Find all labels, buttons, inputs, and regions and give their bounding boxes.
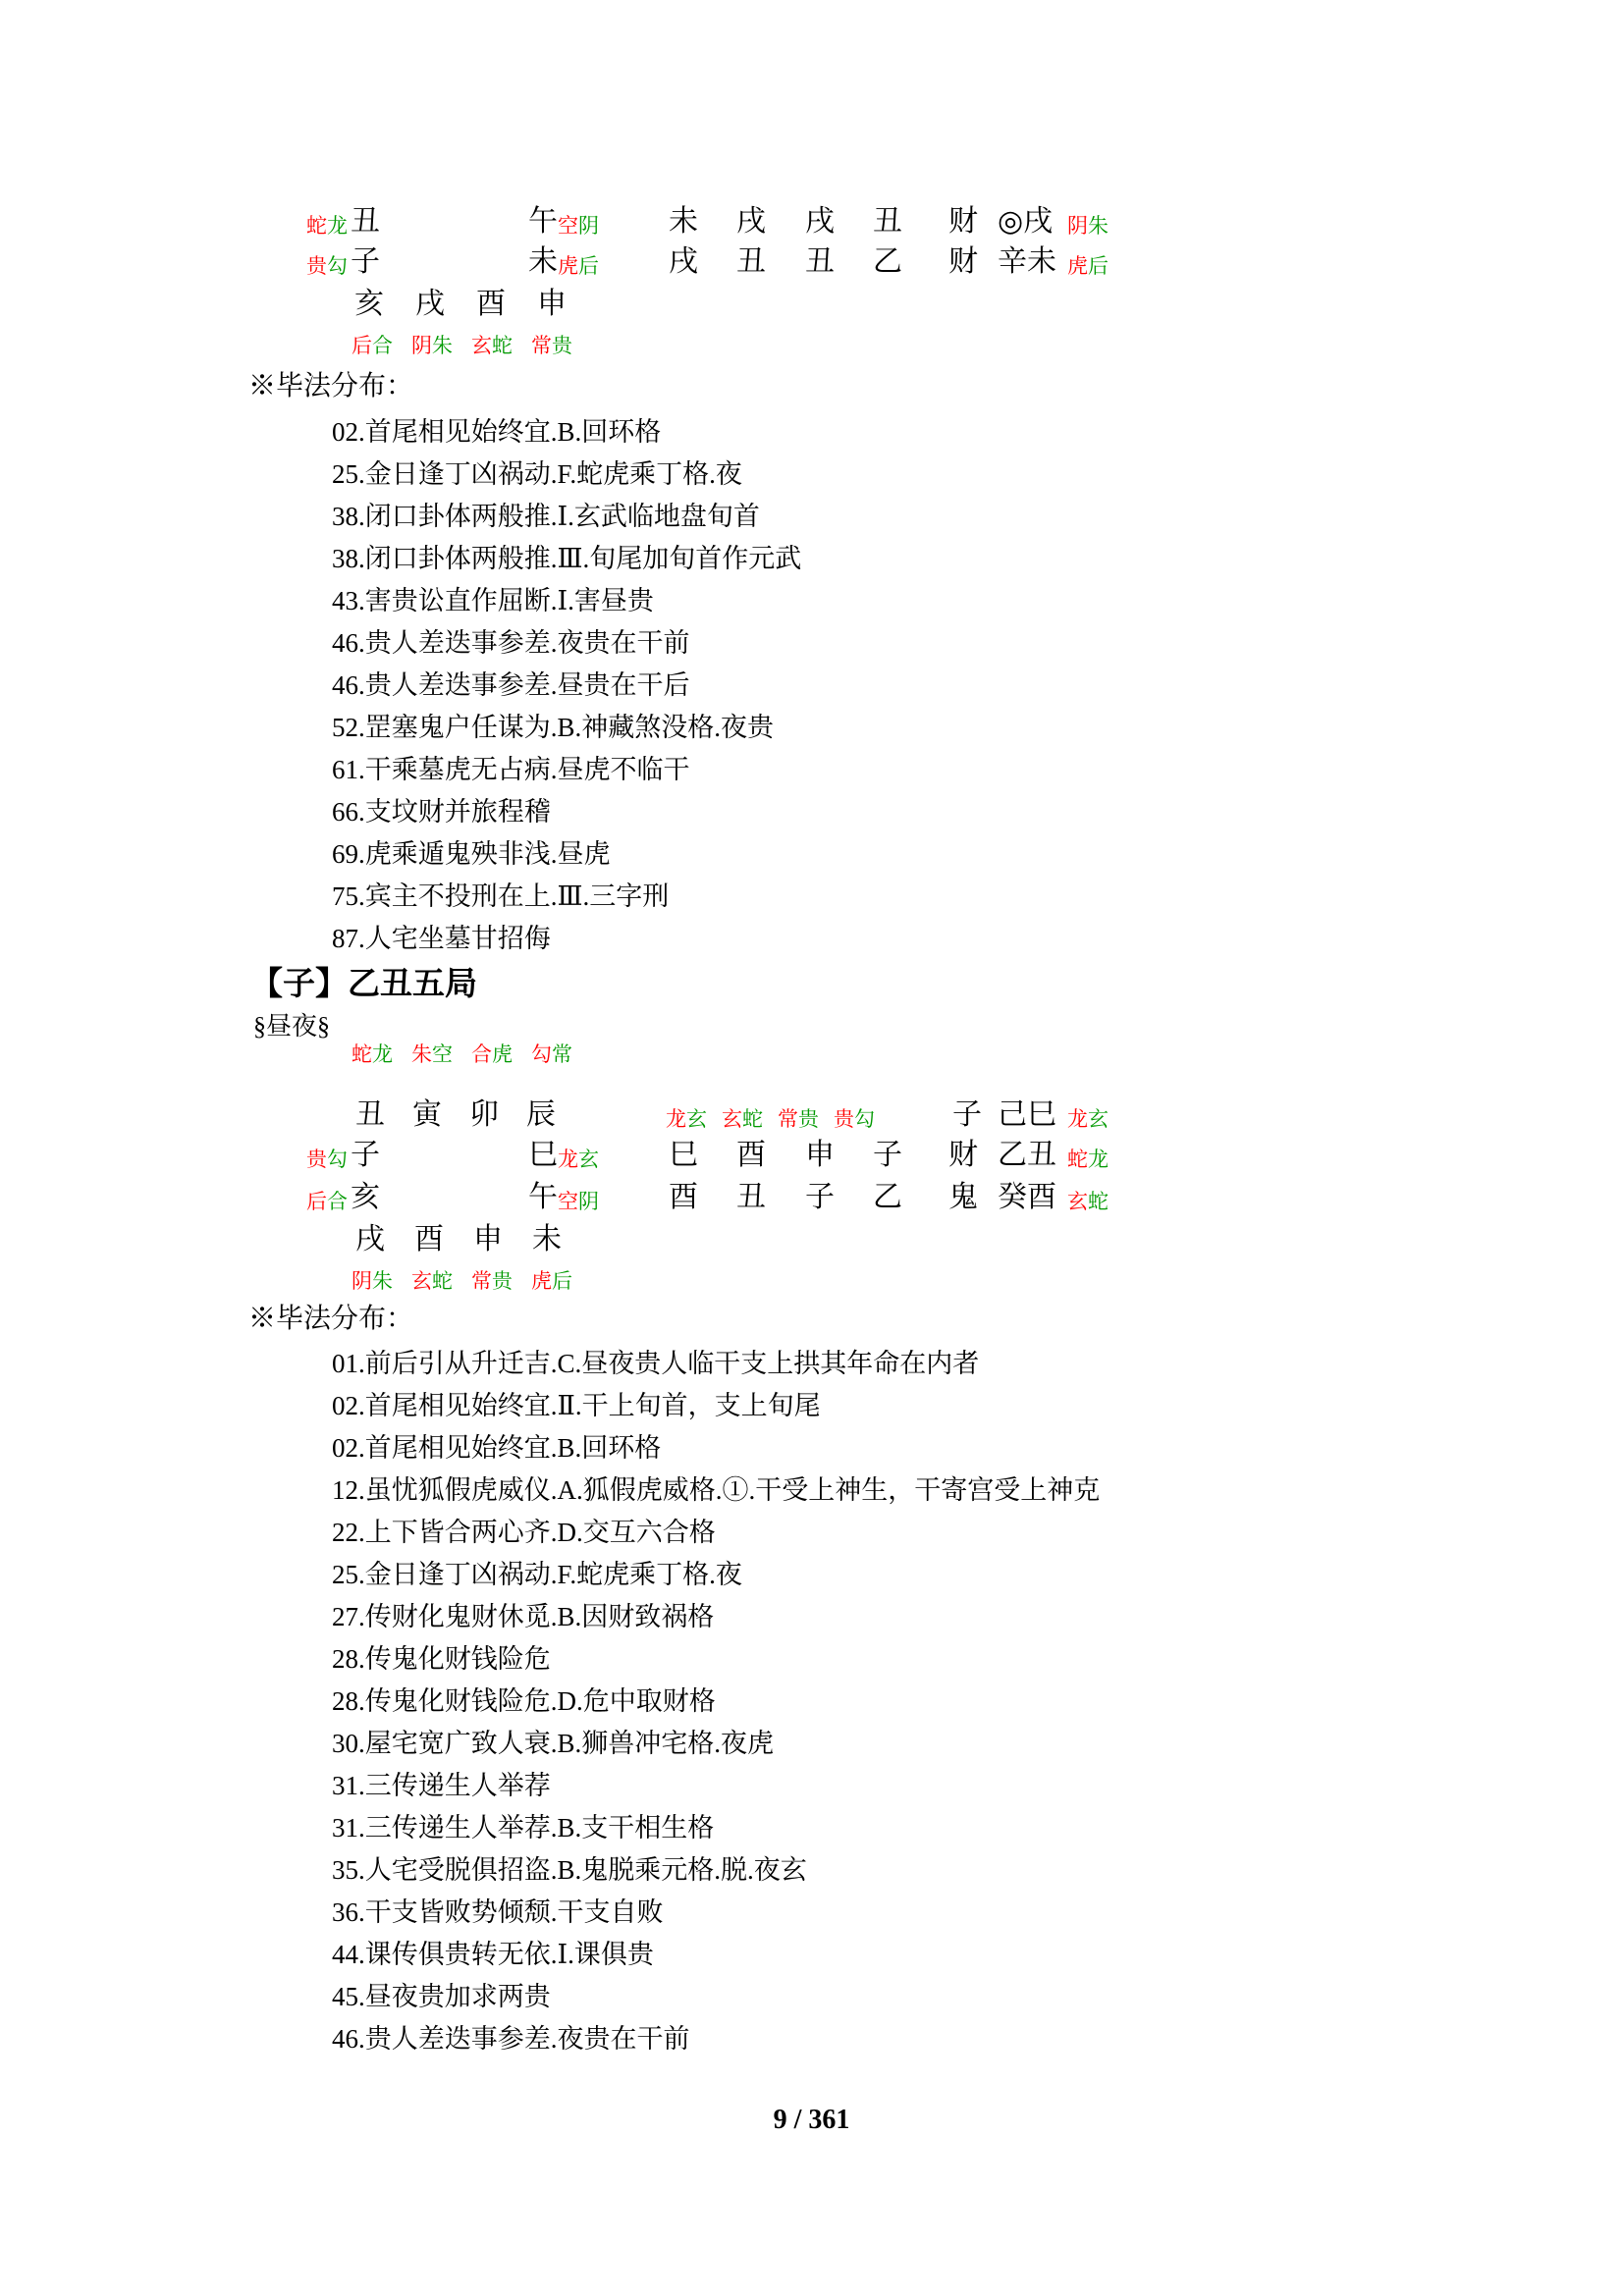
branch-char: 子 xyxy=(351,245,380,278)
branch-char: 丑 xyxy=(805,245,835,278)
general-night: 勾 xyxy=(327,1148,348,1171)
bifa-item: 02.首尾相见始终宜.B.回环格 xyxy=(332,417,662,447)
branch-char: 丑 xyxy=(351,205,380,238)
general-day: 玄 xyxy=(722,1107,742,1131)
general-day: 常 xyxy=(531,334,552,357)
general-day: 阴 xyxy=(1067,214,1088,238)
general-night: 合 xyxy=(327,1190,348,1213)
general-night: 合 xyxy=(372,334,393,357)
general-pair xyxy=(558,1147,599,1172)
branch-char: 申 xyxy=(537,288,567,320)
bifa-item: 45.昼夜贵加求两贵 xyxy=(332,1982,551,2011)
general-night: 阴 xyxy=(578,1190,599,1213)
bifa-item: 28.传鬼化财钱险危.D.危中取财格 xyxy=(332,1686,716,1716)
general-pair xyxy=(306,213,348,239)
general-day: 常 xyxy=(778,1107,798,1131)
general-day: 常 xyxy=(471,1269,492,1293)
general-day: 虎 xyxy=(531,1269,552,1293)
general-pair xyxy=(558,1189,599,1214)
bifa-title: ※毕法分布： xyxy=(248,1304,414,1334)
general-pair xyxy=(411,1041,453,1067)
bifa-item: 52.罡塞鬼户任谋为.B.神藏煞没格.夜贵 xyxy=(332,713,775,742)
general-pair xyxy=(531,1041,572,1067)
bifa-item: 38.闭口卦体两般推.Ⅲ.旬尾加旬首作元武 xyxy=(332,544,802,573)
general-night: 玄 xyxy=(1088,1107,1109,1131)
general-day: 蛇 xyxy=(352,1042,372,1066)
branch-char: 子 xyxy=(805,1181,835,1213)
relation-label: 鬼 xyxy=(948,1181,978,1213)
general-day: 合 xyxy=(471,1042,492,1066)
general-pair xyxy=(1067,213,1109,239)
general-night: 龙 xyxy=(372,1042,393,1066)
general-day: 虎 xyxy=(1067,254,1088,278)
general-pair xyxy=(778,1106,819,1132)
bifa-item: 35.人宅受脱俱招盗.B.鬼脱乘元格.脱.夜玄 xyxy=(332,1855,807,1885)
general-night: 蛇 xyxy=(1088,1190,1109,1213)
stem-branch-pair: 乙丑 xyxy=(998,1139,1056,1171)
general-day: 阴 xyxy=(352,1269,372,1293)
bifa-item: 75.宾主不投刑在上.Ⅲ.三字刑 xyxy=(332,881,670,911)
general-night: 蛇 xyxy=(432,1269,453,1293)
bifa-item: 69.虎乘遁鬼殃非浅.昼虎 xyxy=(332,839,611,869)
general-night: 玄 xyxy=(578,1148,599,1171)
general-night: 贵 xyxy=(798,1107,819,1131)
general-pair xyxy=(471,1268,513,1294)
branch-char: 戌 xyxy=(415,288,445,320)
branch-char: 巳 xyxy=(528,1139,558,1171)
bifa-item: 43.害贵讼直作屈断.Ⅰ.害昼贵 xyxy=(332,586,654,615)
general-pair xyxy=(411,333,453,358)
general-night: 玄 xyxy=(686,1107,707,1131)
general-night: 蛇 xyxy=(492,334,513,357)
branch-char: 丑 xyxy=(736,1181,766,1213)
branch-char: 午 xyxy=(528,1181,558,1213)
branch-char: 酉 xyxy=(736,1139,766,1171)
branch-char: 酉 xyxy=(669,1181,698,1213)
branch-char: 子 xyxy=(873,1139,902,1171)
general-pair xyxy=(411,1268,453,1294)
general-night: 后 xyxy=(578,254,599,278)
general-day: 龙 xyxy=(666,1107,686,1131)
branch-char: 戌 xyxy=(669,245,698,278)
general-night: 贵 xyxy=(552,334,572,357)
general-pair xyxy=(531,333,572,358)
general-day: 蛇 xyxy=(306,214,327,238)
general-day: 玄 xyxy=(1067,1190,1088,1213)
bifa-item: 31.三传递生人举荐.B.支干相生格 xyxy=(332,1813,715,1842)
bifa-item: 66.支坟财并旅程稽 xyxy=(332,797,551,827)
general-pair xyxy=(1067,1106,1109,1132)
branch-char: 午 xyxy=(528,205,558,238)
branch-char: 戌 xyxy=(736,205,766,238)
general-day: 后 xyxy=(352,334,372,357)
general-night: 朱 xyxy=(432,334,453,357)
bifa-item: 38.闭口卦体两般推.Ⅰ.玄武临地盘旬首 xyxy=(332,502,760,531)
bifa-item: 02.首尾相见始终宜.Ⅱ.干上旬首，支上旬尾 xyxy=(332,1391,821,1420)
relation-label: 财 xyxy=(948,205,978,238)
bifa-item: 30.屋宅宽广致人衰.B.狮兽冲宅格.夜虎 xyxy=(332,1729,775,1758)
relation-label: 财 xyxy=(948,1139,978,1171)
bifa-list xyxy=(332,411,801,960)
bifa-item: 12.虽忧狐假虎威仪.A.狐假虎威格.①.干受上神生，干寄宫受上神克 xyxy=(332,1475,1101,1505)
general-day: 后 xyxy=(306,1190,327,1213)
general-night: 蛇 xyxy=(742,1107,763,1131)
general-pair xyxy=(471,1041,513,1067)
general-day: 虎 xyxy=(558,254,578,278)
general-day: 贵 xyxy=(306,254,327,278)
bifa-item: 25.金日逢丁凶祸动.F.蛇虎乘丁格.夜 xyxy=(332,1560,742,1589)
bifa-item: 87.人宅坐墓甘招侮 xyxy=(332,924,551,953)
general-night: 虎 xyxy=(492,1042,513,1066)
relation-label: 财 xyxy=(948,245,978,278)
bifa-item: 02.首尾相见始终宜.B.回环格 xyxy=(332,1433,662,1463)
general-pair xyxy=(558,253,599,279)
general-pair xyxy=(722,1106,763,1132)
general-day: 空 xyxy=(558,1190,578,1213)
daynight-subheader: §昼夜§ xyxy=(253,1012,331,1041)
branch-char: 丑 xyxy=(736,245,766,278)
branch-char: 子 xyxy=(952,1098,982,1131)
general-night: 勾 xyxy=(854,1107,875,1131)
general-pair xyxy=(352,1041,393,1067)
bifa-title: ※毕法分布： xyxy=(248,371,414,401)
stem-branch-pair: 辛未 xyxy=(998,245,1056,278)
general-day: 勾 xyxy=(531,1042,552,1066)
branch-char: 寅 xyxy=(412,1098,442,1131)
stem-branch-pair: 癸酉 xyxy=(998,1181,1056,1213)
general-night: 龙 xyxy=(1088,1148,1109,1171)
branch-char: 乙 xyxy=(873,1181,902,1213)
general-day: 龙 xyxy=(1067,1107,1088,1131)
bifa-item: 36.干支皆败势倾颓.干支自败 xyxy=(332,1897,664,1927)
branch-char: 未 xyxy=(532,1223,562,1255)
general-night: 龙 xyxy=(327,214,348,238)
general-day: 玄 xyxy=(471,334,492,357)
bifa-item: 61.干乘墓虎无占病.昼虎不临干 xyxy=(332,755,690,784)
branch-char: 辰 xyxy=(526,1098,556,1131)
general-night: 空 xyxy=(432,1042,453,1066)
bifa-item: 46.贵人差迭事参差.昼贵在干后 xyxy=(332,670,690,700)
page-number: 9 / 361 xyxy=(773,2105,850,2135)
general-night: 后 xyxy=(1088,254,1109,278)
branch-char: 未 xyxy=(669,205,698,238)
general-day: 阴 xyxy=(411,334,432,357)
general-day: 玄 xyxy=(411,1269,432,1293)
bifa-item: 46.贵人差迭事参差.夜贵在干前 xyxy=(332,2024,690,2054)
branch-char: 酉 xyxy=(476,288,506,320)
general-pair xyxy=(834,1106,875,1132)
bifa-item: 25.金日逢丁凶祸动.F.蛇虎乘丁格.夜 xyxy=(332,459,742,489)
branch-char: 戌 xyxy=(805,205,835,238)
general-pair xyxy=(1067,1189,1109,1214)
bifa-item: 46.贵人差迭事参差.夜贵在干前 xyxy=(332,628,690,658)
general-pair xyxy=(352,333,393,358)
bifa-item: 22.上下皆合两心齐.D.交互六合格 xyxy=(332,1518,716,1547)
branch-char: 巳 xyxy=(669,1139,698,1171)
branch-char: 未 xyxy=(528,245,558,278)
branch-char: 亥 xyxy=(351,1181,380,1213)
general-day: 朱 xyxy=(411,1042,432,1066)
general-night: 贵 xyxy=(492,1269,513,1293)
branch-char: 子 xyxy=(351,1139,380,1171)
general-night: 朱 xyxy=(1088,214,1109,238)
branch-char: 戌 xyxy=(355,1223,385,1255)
stem-branch-pair: 己巳 xyxy=(998,1098,1056,1131)
section-header: 【子】乙丑五局 xyxy=(250,967,477,1002)
bifa-item: 27.传财化鬼财休觅.B.因财致祸格 xyxy=(332,1602,715,1631)
general-pair xyxy=(1067,1147,1109,1172)
bifa-list xyxy=(332,1343,1100,2060)
general-night: 勾 xyxy=(327,254,348,278)
branch-char: 申 xyxy=(805,1139,835,1171)
general-pair xyxy=(471,333,513,358)
branch-char: 申 xyxy=(473,1223,503,1255)
branch-char: 乙 xyxy=(873,245,902,278)
branch-char: 亥 xyxy=(354,288,384,320)
bifa-item: 31.三传递生人举荐 xyxy=(332,1771,551,1800)
bifa-item: 28.传鬼化财钱险危 xyxy=(332,1644,551,1674)
general-pair xyxy=(306,1147,348,1172)
general-night: 朱 xyxy=(372,1269,393,1293)
branch-char: 卯 xyxy=(469,1098,499,1131)
general-day: 贵 xyxy=(306,1148,327,1171)
bifa-item: 01.前后引从升迁吉.C.昼夜贵人临干支上拱其年命在内者 xyxy=(332,1349,980,1378)
general-night: 后 xyxy=(552,1269,572,1293)
general-pair xyxy=(306,253,348,279)
general-pair xyxy=(1067,253,1109,279)
general-pair xyxy=(352,1268,393,1294)
general-pair xyxy=(531,1268,572,1294)
general-day: 蛇 xyxy=(1067,1148,1088,1171)
general-pair xyxy=(666,1106,707,1132)
bifa-item: 44.课传俱贵转无依.Ⅰ.课俱贵 xyxy=(332,1940,654,1969)
general-day: 贵 xyxy=(834,1107,854,1131)
branch-char: 丑 xyxy=(355,1098,385,1131)
general-day: 龙 xyxy=(558,1148,578,1171)
general-night: 常 xyxy=(552,1042,572,1066)
branch-char: 酉 xyxy=(414,1223,444,1255)
general-pair xyxy=(306,1189,348,1214)
general-day: 空 xyxy=(558,214,578,238)
general-night: 阴 xyxy=(578,214,599,238)
general-pair xyxy=(558,213,599,239)
stem-branch-pair: ◎戌 xyxy=(998,205,1054,238)
branch-char: 丑 xyxy=(873,205,902,238)
